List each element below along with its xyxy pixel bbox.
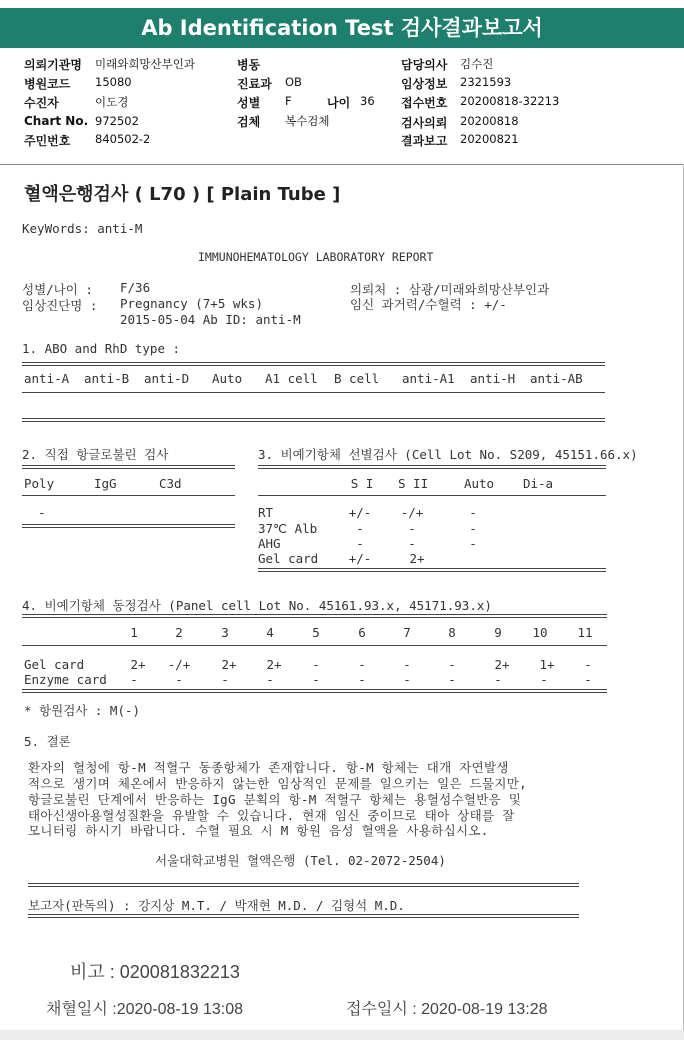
panel-result: - xyxy=(175,672,183,687)
panel-rule-top xyxy=(22,614,607,618)
value-sex: F xyxy=(285,94,292,108)
value-report-date: 20200821 xyxy=(460,132,519,146)
conclusion-title: 5. 결론 xyxy=(24,734,71,749)
conclusion-line: 태아신생아용혈성질환을 유발할 수 있습니다. 현재 임신 중이므로 태아 상태를 잘 xyxy=(28,808,515,823)
dat-rule-mid xyxy=(22,495,235,496)
label-requester-org: 의뢰기관명 xyxy=(24,58,82,72)
label-clinical-info: 임상정보 xyxy=(401,77,448,91)
screen-section-title: 3. 비예기항체 선별검사 (Cell Lot No. S209, 45151.66.x) xyxy=(258,447,638,462)
panel-result: - xyxy=(221,672,229,687)
conclusion-line: 항글로불린 단계에서 반응하는 IgG 분획의 항-M 적혈구 항체는 용혈성수혈반응 및 xyxy=(28,792,522,807)
screen-cell: - xyxy=(469,536,477,551)
receipt-time: 접수일시 : 2020-08-19 13:28 xyxy=(346,1001,548,1018)
abo-header: A1 cell xyxy=(265,371,318,386)
dat-header-c3d: C3d xyxy=(159,476,182,491)
screen-cell: - xyxy=(356,521,364,536)
screen-cell: +/- xyxy=(348,505,372,520)
hospital-contact: 서울대학교병원 혈액은행 (Tel. 02-2072-2504) xyxy=(155,853,446,868)
conclusion-line: 모니터링 하시기 바랍니다. 수혈 필요 시 M 항원 음성 혈액을 사용하십시오. xyxy=(28,823,489,838)
note-barcode: 비고 : 020081832213 xyxy=(70,962,240,982)
panel-result: - xyxy=(584,672,592,687)
dat-header-igg: IgG xyxy=(94,476,117,491)
abo-header: anti-H xyxy=(470,371,516,386)
dat-rule-top xyxy=(22,465,235,469)
abo-header: Auto xyxy=(212,371,243,386)
label-age: 나이 xyxy=(327,96,351,110)
panel-cell-header: 11 xyxy=(577,625,593,640)
reporter-rule-bottom xyxy=(28,914,579,918)
label-doctor: 담당의사 xyxy=(401,58,448,72)
panel-result: - xyxy=(312,657,320,672)
header-divider xyxy=(0,164,684,165)
screen-cell: 2+ xyxy=(409,551,425,566)
label-receipt-no: 접수번호 xyxy=(401,96,448,110)
screen-cell: -/+ xyxy=(400,505,424,520)
panel-result: 2+ xyxy=(266,657,282,672)
diagnosis-value: Pregnancy (7+5 wks) xyxy=(120,296,263,311)
screen-cell: - xyxy=(408,536,416,551)
panel-cell-header: 10 xyxy=(532,625,548,640)
panel-cell-header: 5 xyxy=(312,625,320,640)
label-sex: 성별 xyxy=(237,96,261,110)
value-patient: 이도경 xyxy=(95,95,129,109)
screen-header: Auto xyxy=(463,476,495,491)
label-resident-no: 주민번호 xyxy=(24,134,71,148)
sex-age-label: 성별/나이 : xyxy=(22,282,93,297)
sex-age-value: F/36 xyxy=(120,280,151,295)
abo-section-title: 1. ABO and RhD type : xyxy=(22,341,181,356)
abo-header: anti-A xyxy=(24,371,70,386)
screen-rule-bottom xyxy=(258,568,606,572)
panel-result: 2+ xyxy=(494,657,510,672)
value-doctor: 김수진 xyxy=(460,57,494,71)
abo-header: anti-B xyxy=(84,371,130,386)
conclusion-line: 적으로 생기며 체온에서 반응하지 않는한 임상적인 문제를 일으키는 일은 드물지만, xyxy=(28,776,528,791)
value-age: 36 xyxy=(360,94,375,108)
screen-row-label: 37℃ Alb xyxy=(258,521,318,536)
panel-cell-header: 1 xyxy=(130,625,138,640)
value-clinical-info: 2321593 xyxy=(460,75,512,89)
screen-header: S II xyxy=(398,476,429,491)
panel-rule-mid xyxy=(22,645,607,646)
value-department: OB xyxy=(285,75,302,89)
panel-rule-bottom xyxy=(22,689,607,693)
value-hospital-code: 15080 xyxy=(95,75,132,89)
screen-cell: - xyxy=(356,536,364,551)
panel-result: - xyxy=(403,672,411,687)
bottom-band xyxy=(0,1030,684,1040)
panel-result: - xyxy=(584,657,592,672)
panel-result: - xyxy=(494,672,502,687)
panel-result: - xyxy=(358,672,366,687)
panel-cell-header: 7 xyxy=(403,625,411,640)
screen-cell: +/- xyxy=(348,551,372,566)
screen-cell: - xyxy=(469,521,477,536)
history: 임신 과거력/수혈력 : +/- xyxy=(350,297,507,312)
value-chart-no: 972502 xyxy=(95,114,139,128)
panel-result: - xyxy=(358,657,366,672)
dat-rule-bottom xyxy=(22,524,235,528)
screen-cell: - xyxy=(469,505,477,520)
panel-result: - xyxy=(540,672,548,687)
panel-result: 1+ xyxy=(539,657,555,672)
abo-rule-bottom xyxy=(22,418,605,422)
panel-cell-header: 3 xyxy=(221,625,229,640)
reporters: 보고자(판독의) : 강지상 M.T. / 박재현 M.D. / 김형석 M.D. xyxy=(28,898,405,913)
label-ward: 병동 xyxy=(237,58,261,72)
label-chart-no: Chart No. xyxy=(24,114,89,128)
abo-rule-top xyxy=(22,362,605,366)
panel-result: - xyxy=(403,657,411,672)
requester: 의뢰처 : 삼광/미래와희망산부인과 xyxy=(350,282,550,297)
panel-result: - xyxy=(448,657,456,672)
panel-section-title: 4. 비예기항체 동정검사 (Panel cell Lot No. 45161.93.x, 45171.93.x) xyxy=(22,598,492,613)
collection-time: 채혈일시 :2020-08-19 13:08 xyxy=(46,1001,244,1018)
panel-result: 2+ xyxy=(221,657,237,672)
panel-cell-header: 4 xyxy=(266,625,274,640)
abo-header: B cell xyxy=(334,371,380,386)
label-department: 진료과 xyxy=(237,77,272,91)
screen-row-label: RT xyxy=(258,505,274,520)
diagnosis-label: 임상진단명 : xyxy=(22,298,98,313)
dat-value-poly: - xyxy=(38,505,46,520)
report-title: IMMUNOHEMATOLOGY LABORATORY REPORT xyxy=(198,250,434,264)
screen-header: S I xyxy=(350,476,374,491)
label-specimen: 검체 xyxy=(237,115,261,129)
diagnosis-note: 2015-05-04 Ab ID: anti-M xyxy=(120,312,301,327)
label-patient: 수진자 xyxy=(24,96,59,110)
reporter-rule-top xyxy=(28,883,579,887)
label-request-date: 검사의뢰 xyxy=(401,116,448,130)
value-specimen: 복수검체 xyxy=(285,114,330,128)
label-report-date: 결과보고 xyxy=(401,134,448,148)
report-banner-title: Ab Identification Test 검사결과보고서 xyxy=(0,8,684,48)
panel-cell-header: 6 xyxy=(358,625,366,640)
abo-header: anti-AB xyxy=(530,371,583,386)
value-resident-no: 840502-2 xyxy=(95,132,151,146)
panel-cell-header: 2 xyxy=(175,625,183,640)
panel-row-label: Gel card xyxy=(24,657,85,672)
screen-header: Di-a xyxy=(522,476,554,491)
value-receipt-no: 20200818-32213 xyxy=(460,94,560,108)
panel-result: - xyxy=(448,672,456,687)
keywords: KeyWords: anti-M xyxy=(22,221,143,236)
panel-result: -/+ xyxy=(167,657,191,672)
screen-cell: - xyxy=(408,521,416,536)
screen-row-label: AHG xyxy=(258,536,281,551)
abo-header: anti-D xyxy=(144,371,190,386)
conclusion-line: 환자의 혈청에 항-M 적혈구 동종항체가 존재합니다. 항-M 항체는 대개 자연발생 xyxy=(28,760,509,775)
label-hospital-code: 병원코드 xyxy=(24,77,71,91)
dat-header-poly: Poly xyxy=(24,476,55,491)
panel-result: - xyxy=(266,672,274,687)
panel-result: - xyxy=(312,672,320,687)
screen-row-label: Gel card xyxy=(258,551,319,566)
panel-result: - xyxy=(130,672,138,687)
screen-rule-top xyxy=(258,465,606,469)
value-requester-org: 미래와희망산부인과 xyxy=(95,57,195,71)
dat-section-title: 2. 직접 항글로불린 검사 xyxy=(22,447,169,462)
antigen-test: * 항원검사 : M(-) xyxy=(24,703,141,718)
panel-cell-header: 9 xyxy=(494,625,502,640)
panel-row-label: Enzyme card xyxy=(24,672,107,687)
screen-rule-mid xyxy=(258,495,606,496)
value-request-date: 20200818 xyxy=(460,114,519,128)
abo-rule-mid xyxy=(22,392,605,393)
test-title: 혈액은행검사 ( L70 ) [ Plain Tube ] xyxy=(24,184,341,205)
panel-cell-header: 8 xyxy=(448,625,456,640)
panel-result: 2+ xyxy=(130,657,146,672)
abo-header: anti-A1 xyxy=(402,371,455,386)
